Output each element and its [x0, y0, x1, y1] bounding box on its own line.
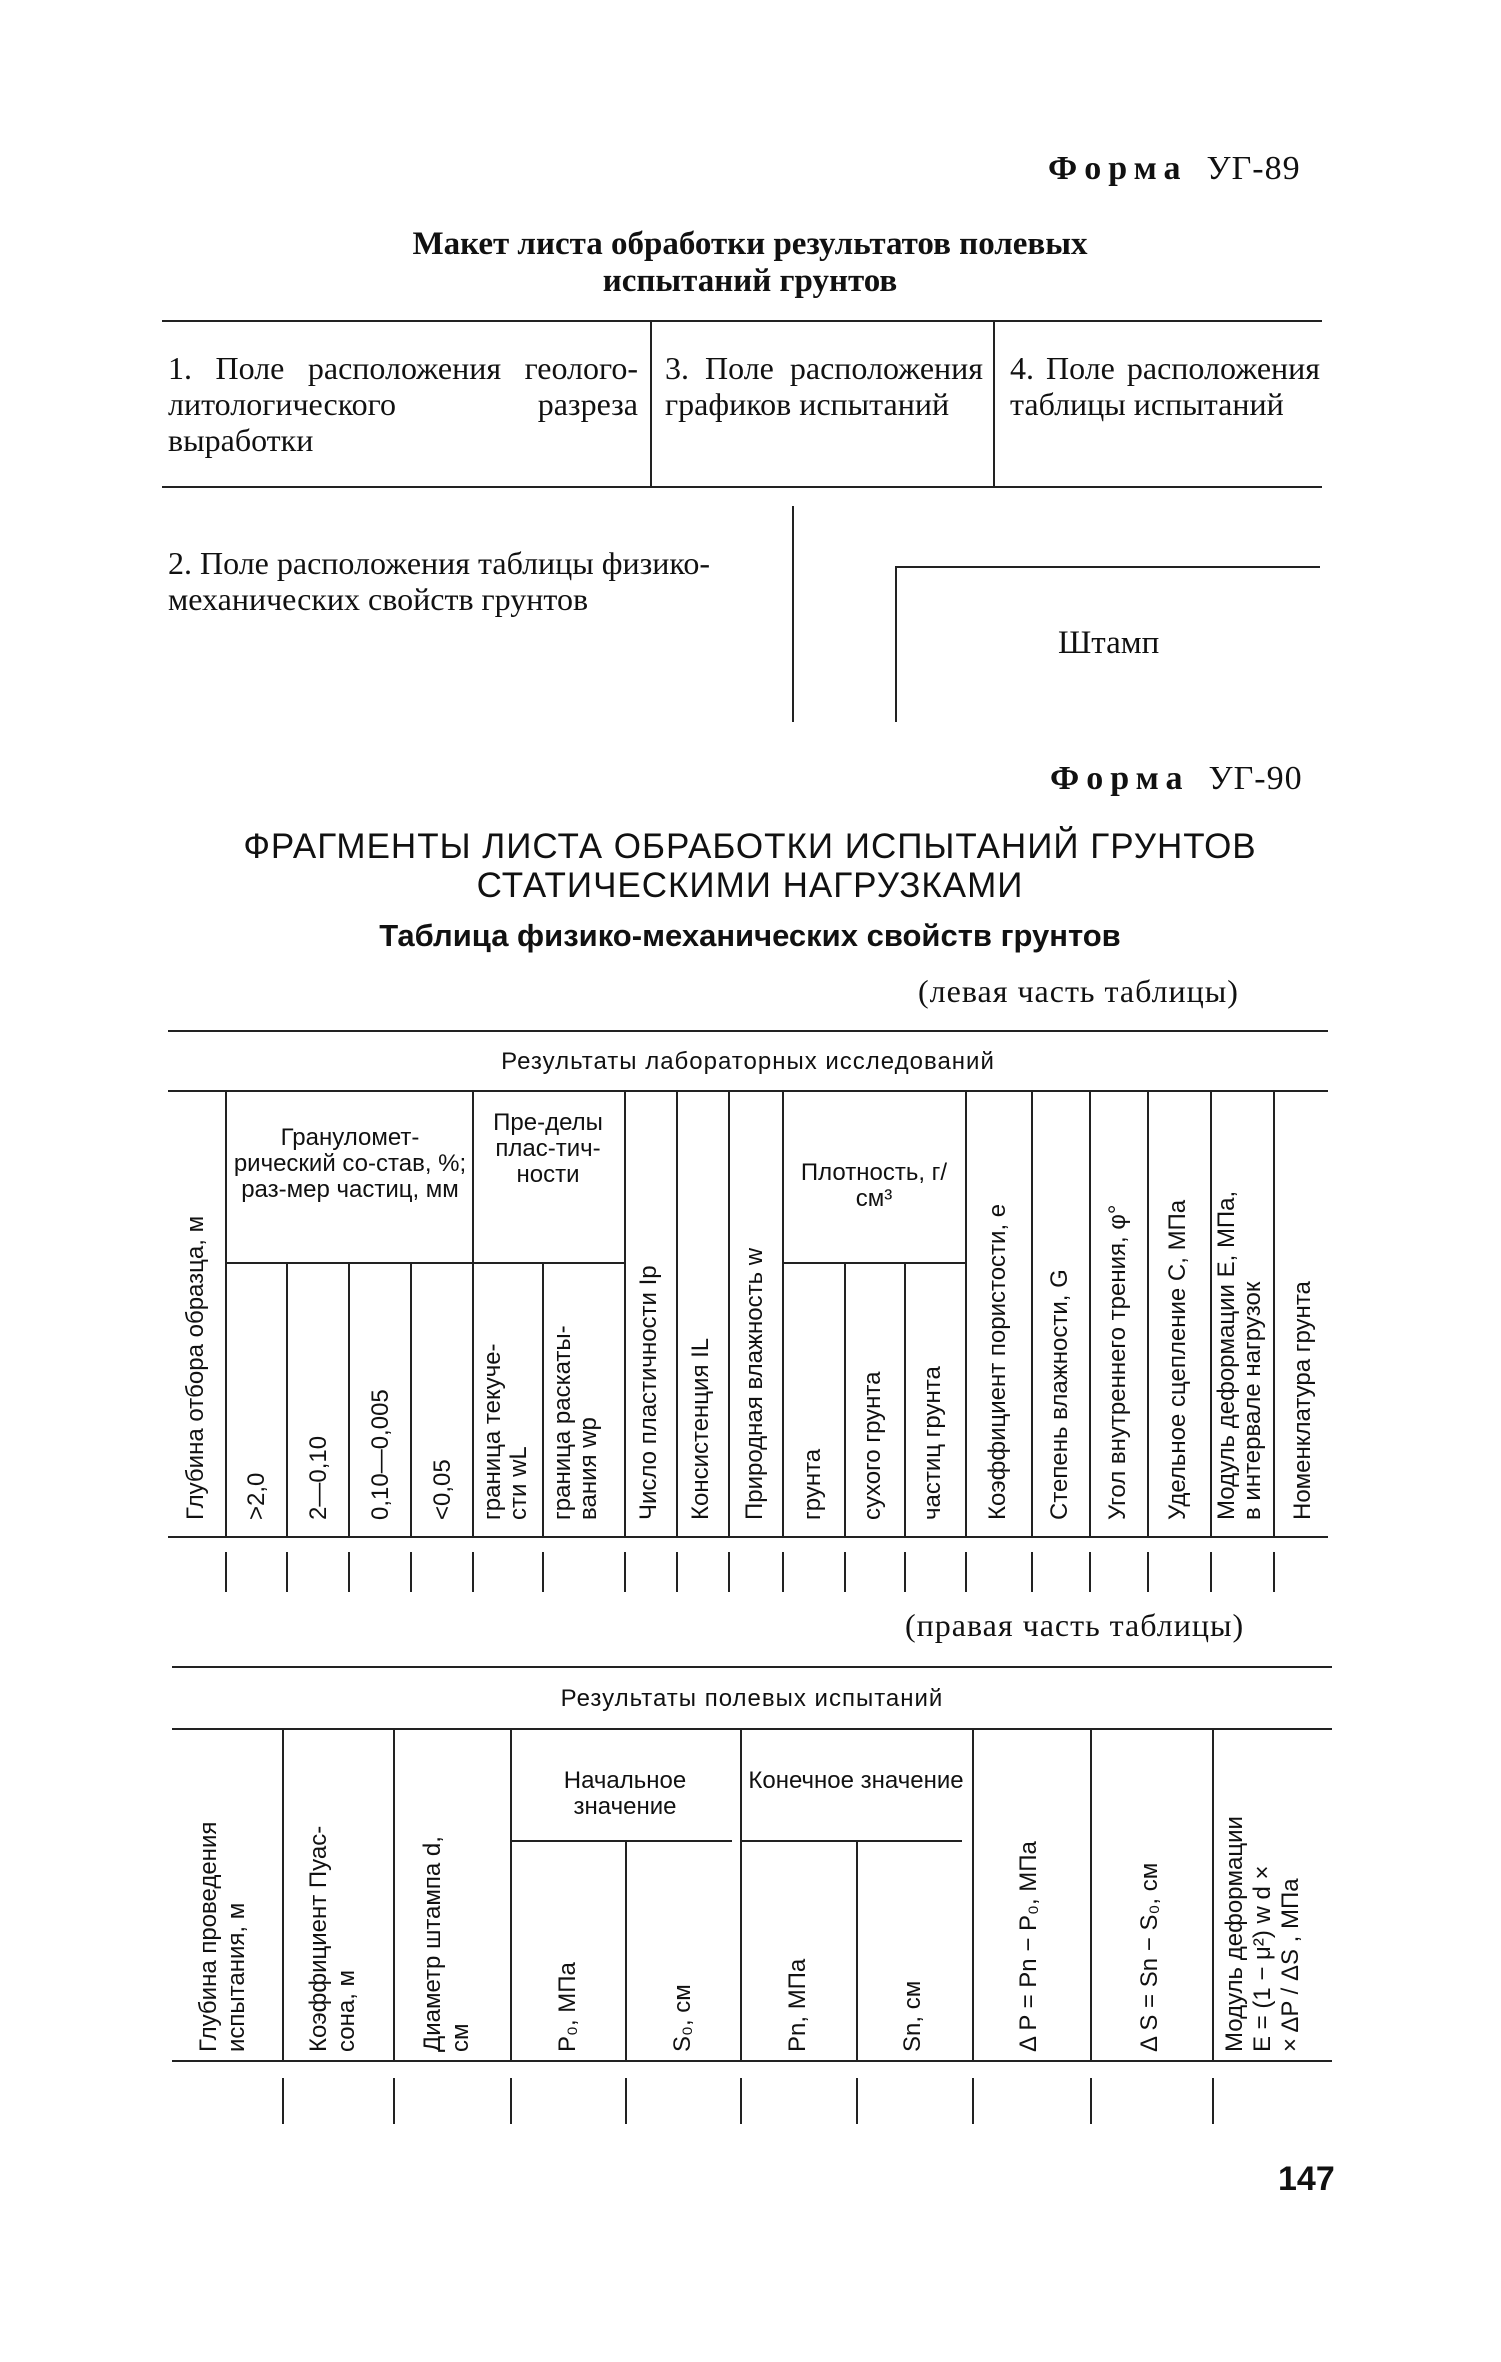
lab-subcol-divider	[348, 1264, 350, 1536]
limits-group-header: Пре-делы плас-тич-ности	[493, 1109, 603, 1188]
final-col-p: Pn, МПа	[784, 1958, 811, 2052]
field-table-header-bottom	[172, 2060, 1332, 2062]
limit-group-rule	[474, 1262, 624, 1264]
lab-row-tick	[904, 1552, 906, 1592]
form89-divider-1	[650, 322, 652, 486]
field-col-modulus-2: E = (1 − μ²) w d ×	[1249, 1865, 1276, 2052]
lab-col-divider	[472, 1092, 474, 1536]
form90-label	[1050, 760, 1303, 798]
col-moisture: Природная влажность w	[741, 1247, 768, 1520]
stamp-label: Штамп	[1058, 625, 1160, 661]
lab-col-divider	[676, 1092, 678, 1536]
field-col-divider	[740, 1730, 742, 2060]
lab-subcol-divider	[286, 1264, 288, 1536]
grain-col-4: <0,05	[429, 1459, 456, 1520]
field1-text: 1. Поле расположения геолого-литологического разреза выработки	[168, 350, 638, 458]
form89-mid-rule	[162, 486, 1322, 488]
lab-row-tick	[844, 1552, 846, 1592]
col-nomenclature: Номенклатура грунта	[1289, 1281, 1316, 1520]
field-col-diameter-2: см	[447, 2023, 474, 2052]
field-col-divider	[1212, 1730, 1214, 2060]
final-group-header: Конечное значение	[748, 1767, 964, 1794]
initial-col-p: P₀, МПа	[554, 1962, 581, 2052]
lab-subcol-divider	[904, 1264, 906, 1536]
field-table-top-rule	[172, 1666, 1332, 1668]
field-col-depth-1: Глубина проведения	[195, 1821, 222, 2052]
lab-row-tick	[286, 1552, 288, 1592]
lab-col-divider	[624, 1092, 626, 1536]
field-col-divider	[282, 1730, 284, 2060]
field-col-poisson-2: сона, м	[333, 1969, 360, 2052]
lab-col-divider	[1147, 1092, 1149, 1536]
form90-label-word: Форма	[1050, 760, 1190, 797]
initial-group-rule	[512, 1840, 732, 1842]
field-col-poisson-1: Коэффициент Пуас-	[305, 1825, 332, 2052]
form89-title	[250, 226, 1250, 300]
col-porosity: Коэффициент пористости, e	[984, 1203, 1011, 1520]
right-part-label: (правая часть таблицы)	[905, 1607, 1245, 1643]
lab-row-tick	[1089, 1552, 1091, 1592]
lab-row-tick	[965, 1552, 967, 1592]
lab-col-divider	[225, 1092, 227, 1536]
form89-label	[1048, 150, 1301, 188]
lab-row-tick	[542, 1552, 544, 1592]
col-modulus-line2: в интервале нагрузок	[1239, 1281, 1266, 1520]
col-saturation: Степень влажности, G	[1046, 1269, 1073, 1520]
lab-subcol-divider	[542, 1264, 544, 1536]
lab-row-tick	[1210, 1552, 1212, 1592]
lab-row-tick	[1031, 1552, 1033, 1592]
grain-col-2: 2—0,10	[305, 1435, 332, 1520]
form89-divider-3	[792, 506, 794, 722]
field-row-tick	[972, 2078, 974, 2124]
lab-col-divider	[1031, 1092, 1033, 1536]
col-cohesion: Удельное сцепление C, МПа	[1164, 1199, 1191, 1520]
limit-col-1a: граница текуче-	[479, 1343, 506, 1520]
field-col-divider	[972, 1730, 974, 2060]
lab-col-divider	[782, 1092, 784, 1536]
lab-col-divider	[1210, 1092, 1212, 1536]
lab-col-divider	[965, 1092, 967, 1536]
field-subcol-divider	[856, 1842, 858, 2060]
form89-divider-2	[993, 322, 995, 486]
stamp-left-rule	[895, 566, 897, 722]
form90-title-line2: СТАТИЧЕСКИМИ НАГРУЗКАМИ	[476, 866, 1024, 905]
field-col-divider	[510, 1730, 512, 2060]
limit-col-2a: граница раскаты-	[549, 1325, 576, 1520]
field-col-divider	[1090, 1730, 1092, 2060]
lab-row-tick	[782, 1552, 784, 1592]
lab-row-tick	[728, 1552, 730, 1592]
field-row-tick	[282, 2078, 284, 2124]
lab-subcol-divider	[410, 1264, 412, 1536]
lab-table-top-rule	[168, 1030, 1328, 1032]
col-consistency: Консистенция IL	[687, 1337, 714, 1520]
lab-row-tick	[410, 1552, 412, 1592]
lab-row-tick	[225, 1552, 227, 1592]
field-row-tick	[393, 2078, 395, 2124]
lab-table-caption-rule	[168, 1090, 1328, 1092]
density-col-2: сухого грунта	[859, 1371, 886, 1520]
limit-col-2b: вания wp	[575, 1417, 602, 1520]
density-group-header: Плотность, г/см³	[800, 1159, 948, 1212]
field3-text: 3. Поле расположения графиков испытаний	[665, 350, 983, 422]
density-col-1: грунта	[799, 1448, 826, 1520]
stamp-top-rule	[895, 566, 1320, 568]
final-group-rule	[742, 1840, 962, 1842]
density-col-3: частиц грунта	[919, 1366, 946, 1520]
lab-table-header-bottom	[168, 1536, 1328, 1538]
field-col-modulus-3: × ΔP / ΔS , МПа	[1277, 1878, 1304, 2052]
left-part-label: (левая часть таблицы)	[918, 973, 1239, 1009]
field-col-divider	[393, 1730, 395, 2060]
field-col-diameter-1: Диаметр штампа d,	[419, 1836, 446, 2052]
initial-col-s: S₀, см	[669, 1984, 696, 2052]
form89-title-line1: Макет листа обработки результатов полевых	[412, 226, 1088, 262]
final-col-s: Sn, см	[899, 1980, 926, 2052]
field4-text: 4. Поле расположения таблицы испытаний	[1010, 350, 1320, 422]
grain-col-3: 0,10—0,005	[367, 1389, 394, 1520]
col-modulus-line1: Модуль деформации E, МПа,	[1213, 1190, 1240, 1520]
field-row-tick	[740, 2078, 742, 2124]
field-col-delta-p: Δ P = Pn − P₀, МПа	[1015, 1841, 1042, 2052]
field-col-depth-2: испытания, м	[223, 1902, 250, 2052]
field2-text: 2. Поле расположения таблицы физико-механических свойств грунтов	[168, 545, 710, 617]
lab-subcol-divider	[844, 1264, 846, 1536]
lab-row-tick	[1147, 1552, 1149, 1592]
field-row-tick	[625, 2078, 627, 2124]
form89-title-line2: испытаний грунтов	[602, 263, 898, 299]
field-row-tick	[510, 2078, 512, 2124]
lab-col-divider	[1089, 1092, 1091, 1536]
lab-row-tick	[676, 1552, 678, 1592]
col-plasticity: Число пластичности Ip	[635, 1265, 662, 1520]
lab-table-caption: Результаты лабораторных исследований	[501, 1048, 995, 1075]
grain-col-1: >2,0	[243, 1472, 270, 1520]
field-row-tick	[1090, 2078, 1092, 2124]
col-friction: Угол внутреннего трения, φ°	[1104, 1204, 1131, 1520]
col-depth: Глубина отбора образца, м	[182, 1215, 209, 1520]
page-number: 147	[1278, 2160, 1335, 2198]
form89-label-word: Форма	[1048, 150, 1188, 187]
form89-top-rule	[162, 320, 1322, 322]
form90-label-code: УГ-90	[1208, 760, 1303, 797]
field-col-delta-s: Δ S = Sn − S₀, см	[1136, 1862, 1163, 2052]
field-row-tick	[856, 2078, 858, 2124]
grain-group-header: Грануломет-рический со-став, %; раз-мер частиц, мм	[233, 1124, 467, 1203]
form90-title-line1: ФРАГМЕНТЫ ЛИСТА ОБРАБОТКИ ИСПЫТАНИЙ ГРУНТОВ	[243, 827, 1257, 866]
form90-subtitle: Таблица физико-механических свойств грунтов	[379, 918, 1121, 953]
field-subcol-divider	[625, 1842, 627, 2060]
lab-row-tick	[472, 1552, 474, 1592]
field-table-caption: Результаты полевых испытаний	[560, 1685, 944, 1712]
lab-col-divider	[1273, 1092, 1275, 1536]
lab-col-divider	[728, 1092, 730, 1536]
form90-title	[150, 827, 1350, 905]
lab-row-tick	[348, 1552, 350, 1592]
limit-col-1b: сти wL	[505, 1446, 532, 1520]
field-table-caption-rule	[172, 1728, 1332, 1730]
initial-group-header: Начальное значение	[563, 1767, 687, 1820]
lab-row-tick	[1273, 1552, 1275, 1592]
lab-row-tick	[624, 1552, 626, 1592]
field-row-tick	[1212, 2078, 1214, 2124]
density-group-rule	[784, 1262, 965, 1264]
form89-label-code: УГ-89	[1206, 150, 1301, 187]
field-col-modulus-1: Модуль деформации	[1221, 1816, 1248, 2052]
